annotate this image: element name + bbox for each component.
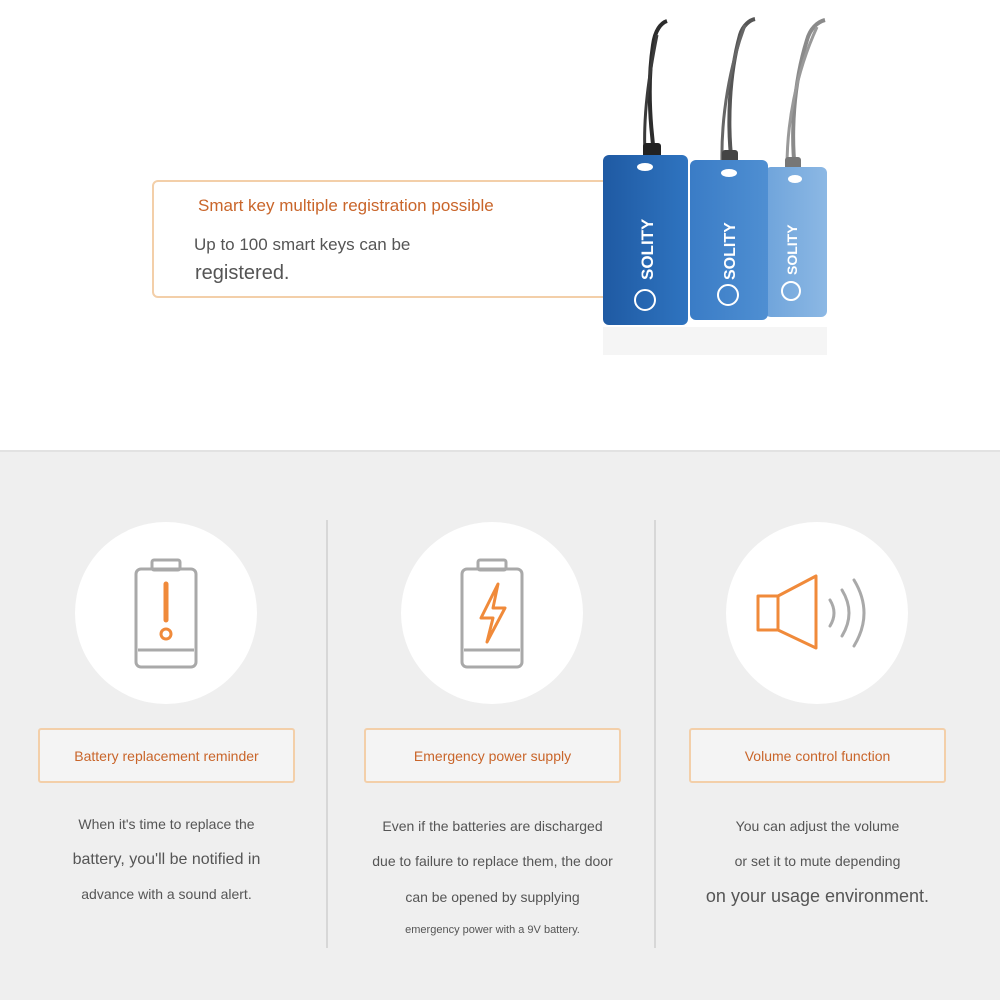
feature-desc-line: due to failure to replace them, the door [372,853,613,869]
feature-desc-line: Even if the batteries are discharged [382,818,603,834]
feature-desc-line: You can adjust the volume [735,818,900,834]
feature-label: Emergency power supply [364,728,621,783]
feature-desc-line: battery, you'll be notified in [72,851,261,868]
callout-text-line-2: registered. [195,262,290,284]
svg-text:SOLITY: SOLITY [784,224,800,275]
smart-key-callout [152,180,622,298]
feature-label: Volume control function [689,728,946,783]
feature-desc-line: or set it to mute depending [734,853,901,869]
feature-desc-line: advance with a sound alert. [81,886,252,902]
callout-text-line-1: Up to 100 smart keys can be [194,235,411,254]
svg-text:SOLITY: SOLITY [722,222,739,280]
feature-label: Battery replacement reminder [38,728,295,783]
smart-key-tags-image [595,15,855,360]
feature-desc-line: When it's time to replace the [78,816,255,832]
battery-alert-icon [75,522,257,704]
column-divider [654,520,656,948]
feature-icon-circle [75,522,257,704]
battery-bolt-icon [401,522,583,704]
svg-text:SOLITY: SOLITY [638,218,657,280]
column-divider [326,520,328,948]
feature-icon-circle [401,522,583,704]
callout-title: Smart key multiple registration possible [198,196,494,215]
speaker-volume-icon [726,522,908,704]
feature-desc-line: can be opened by supplying [405,889,580,905]
feature-desc-line: emergency power with a 9V battery. [405,924,580,936]
feature-desc-line: on your usage environment. [705,886,930,906]
feature-icon-circle [726,522,908,704]
smart-key-section [0,0,1000,450]
